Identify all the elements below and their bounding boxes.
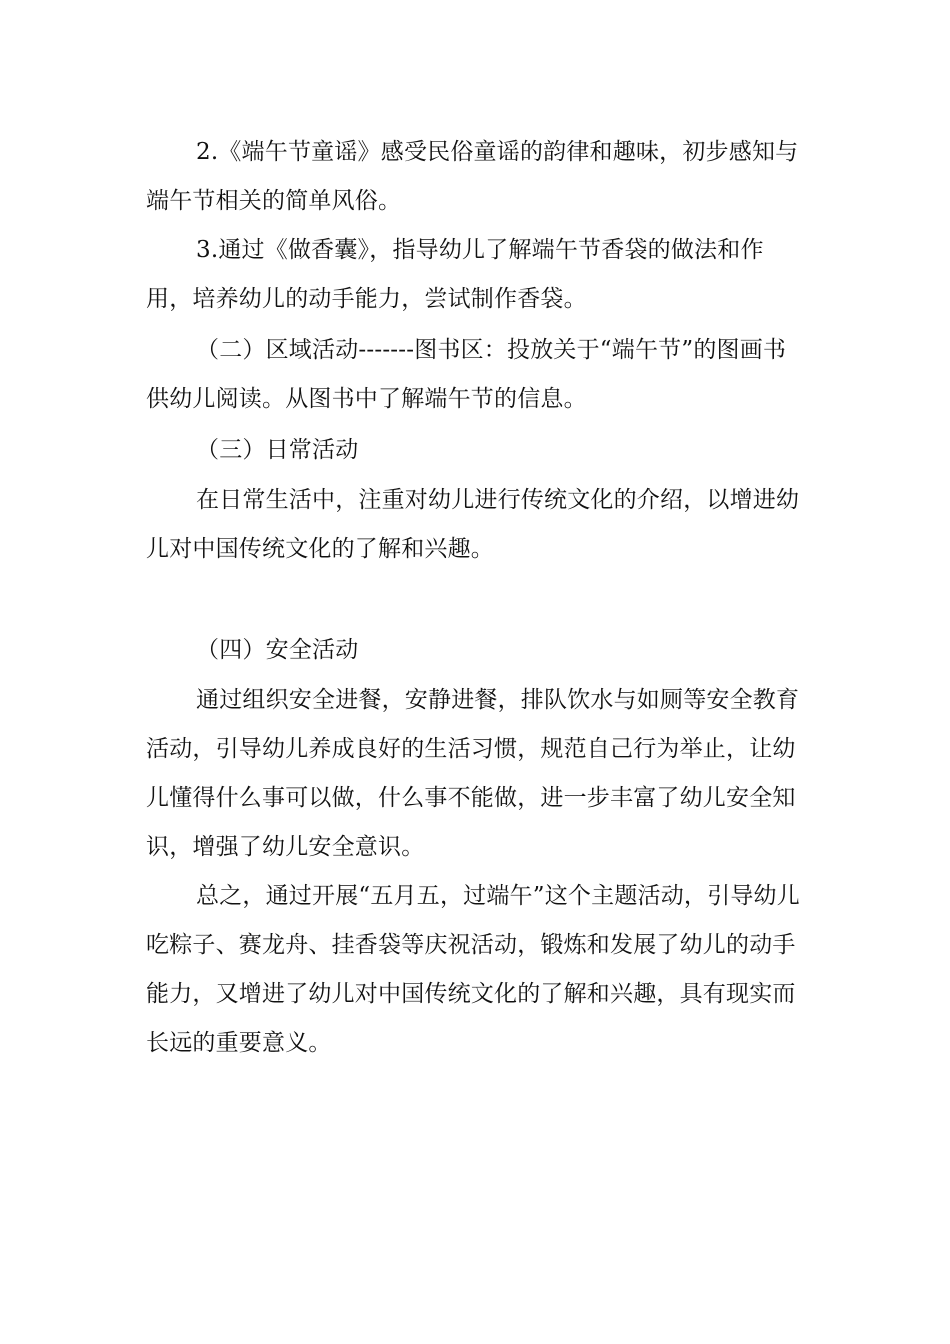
paragraph-daily-activity: 在日常生活中，注重对幼儿进行传统文化的介绍，以增进幼儿对中国传统文化的了解和兴趣。: [146, 487, 800, 562]
heading-daily-activity: （三）日常活动: [196, 437, 359, 463]
paragraph-goal-2: 2.《端午节童谣》感受民俗童谣的韵律和趣味，初步感知与端午节相关的简单风俗。: [146, 139, 799, 214]
paragraph-goal-3: 3.通过《做香囊》，指导幼儿了解端午节香袋的做法和作用，培养幼儿的动手能力，尝试制作香袋。: [146, 237, 764, 312]
paragraph-summary: 总之，通过开展“五月五，过端午”这个主题活动，引导幼儿吃粽子、赛龙舟、挂香袋等庆祝活动，锻炼和发展了幼儿的动手能力，又增进了幼儿对中国传统文化的了解和兴趣，具有现实而长远的重要意义。: [146, 883, 800, 1056]
heading-safety-activity: （四）安全活动: [196, 637, 359, 663]
paragraph-safety-activity: 通过组织安全进餐，安静进餐，排队饮水与如厕等安全教育活动，引导幼儿养成良好的生活习惯，规范自己行为举止，让幼儿懂得什么事可以做，什么事不能做，进一步丰富了幼儿安全知识，增强了幼儿安全意识。: [146, 687, 800, 860]
paragraph-area-activity: （二）区域活动-------图书区：投放关于“端午节”的图画书供幼儿阅读。从图书中了解端午节的信息。: [146, 337, 787, 412]
